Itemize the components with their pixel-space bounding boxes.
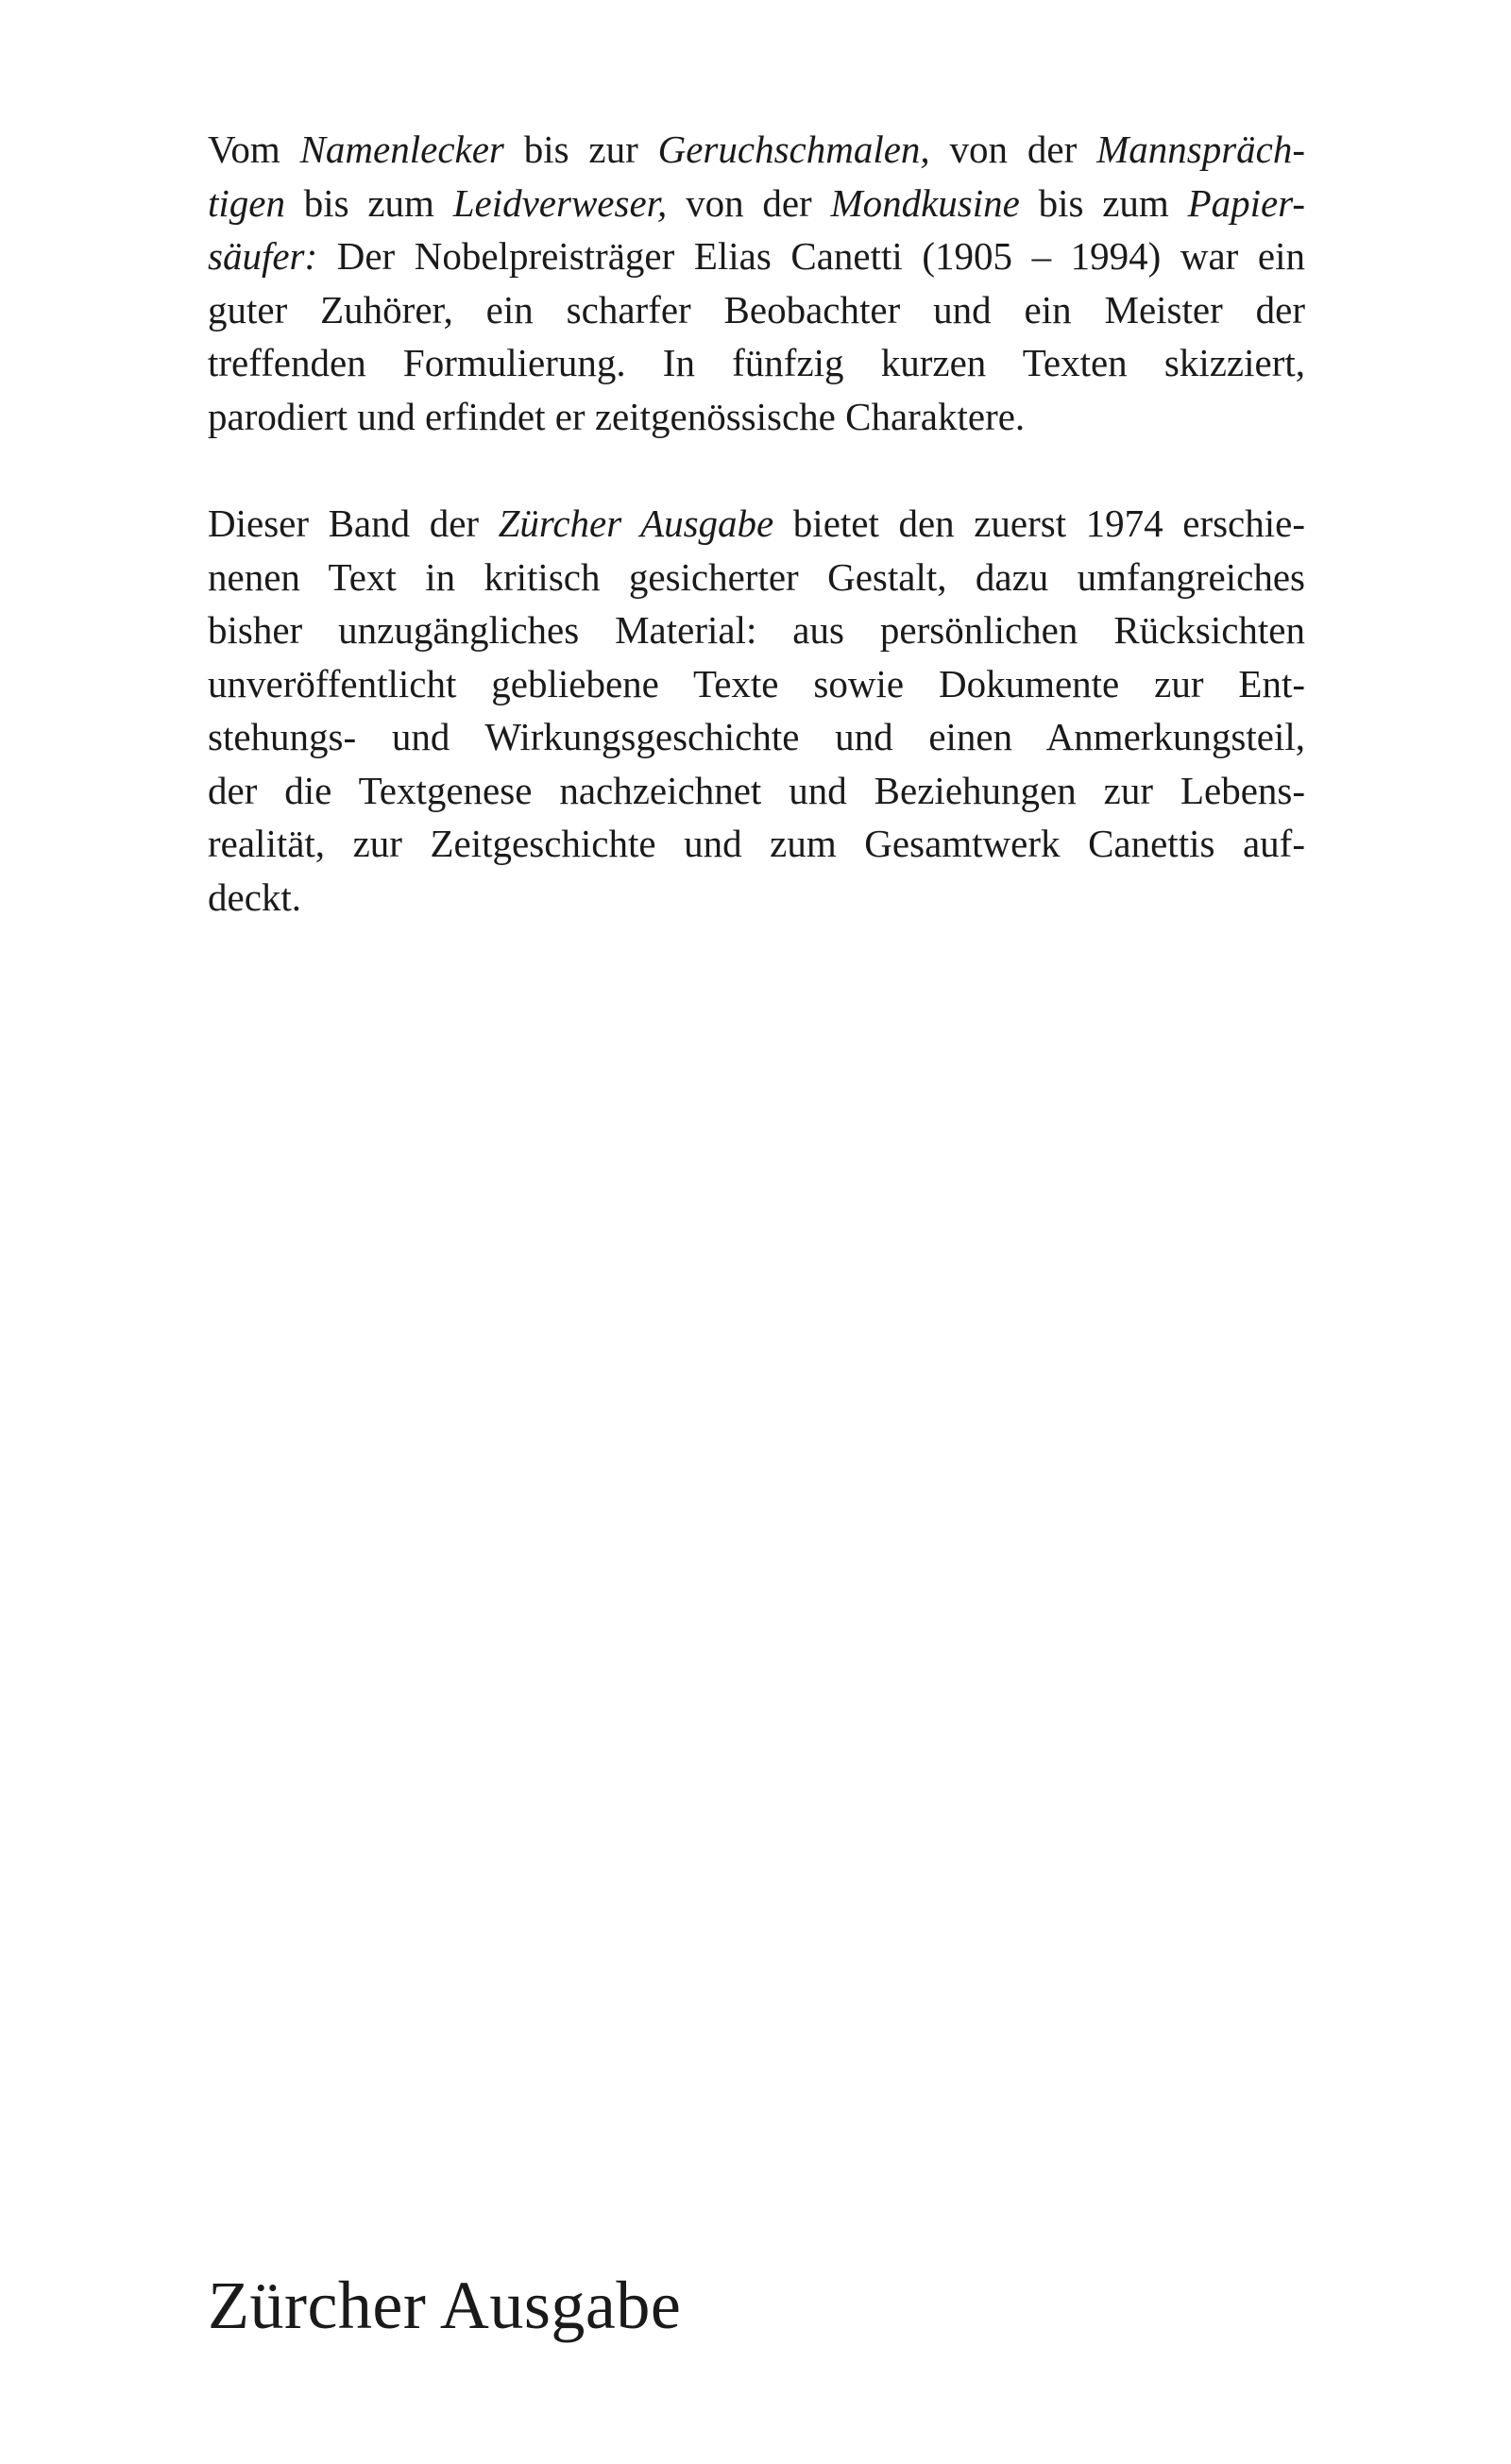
text-line: bisher unzugängliches Material: aus persönlichen Rücksichten <box>208 608 1305 652</box>
text-line: deckt. <box>208 875 302 919</box>
blurb-paragraph-2 <box>208 497 1305 924</box>
text-line: nenen Text in kritisch gesicherter Gestalt, dazu umfangreiches <box>208 554 1305 599</box>
text-line: realität, zur Zeitgeschichte und zum Gesamtwerk Canettis auf- <box>208 822 1305 865</box>
text-line: der die Textgenese nachzeichnet und Beziehungen zur Lebens- <box>208 768 1305 812</box>
text-line: tigen bis zum Leidverweser, von der Mondkusine bis zum Papier- <box>208 180 1305 225</box>
series-title: Zürcher Ausgabe <box>208 2268 682 2343</box>
text-line: stehungs- und Wirkungsgeschichte und einen Anmerkungsteil, <box>208 715 1305 758</box>
text-line: Dieser Band der Zürcher Ausgabe bietet den zuerst 1974 erschie- <box>208 501 1305 545</box>
text-line: guter Zuhörer, ein scharfer Beobachter und ein Meister der <box>208 287 1305 331</box>
text-line: unveröffentlicht gebliebene Texte sowie Dokumente zur Ent- <box>208 661 1305 705</box>
text-line: Vom Namenlecker bis zur Geruchschmalen, von der Mannspräch- <box>208 127 1306 171</box>
text-line: parodiert und erfindet er zeitgenössische Charaktere. <box>208 394 1026 438</box>
blurb-paragraph-1 <box>208 123 1305 443</box>
text-line: treffenden Formulierung. In fünfzig kurzen Texten skizziert, <box>208 341 1305 384</box>
text-line: säufer: Der Nobelpreisträger Elias Canetti (1905 – 1994) war ein <box>208 234 1305 278</box>
